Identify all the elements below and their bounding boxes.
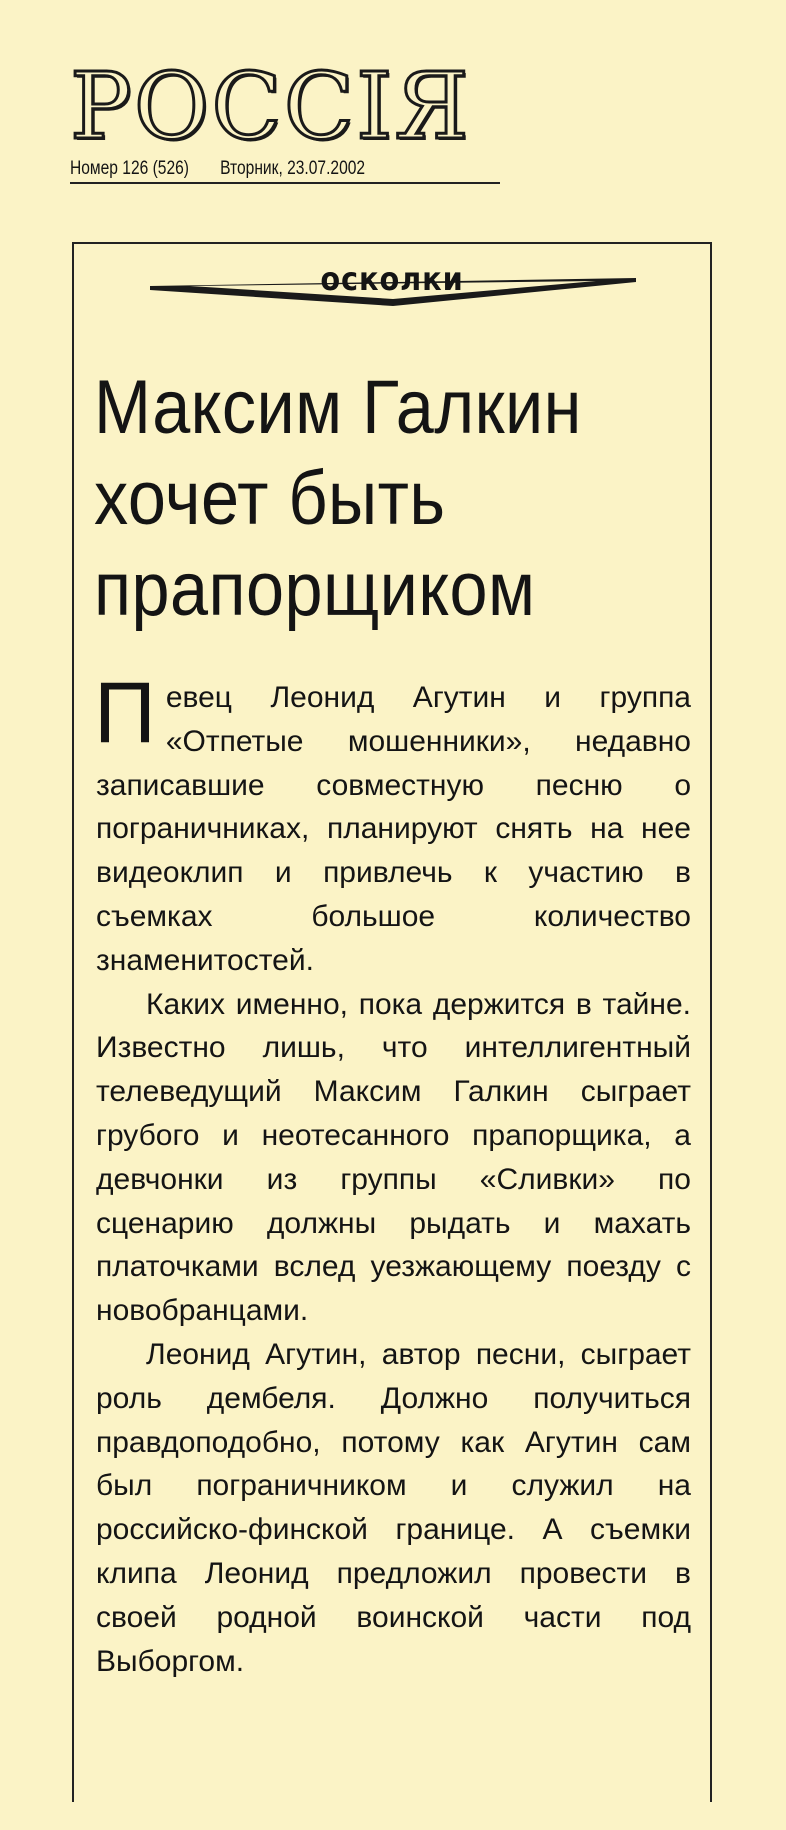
issue-number: Номер 126 (526) bbox=[70, 158, 189, 179]
drop-cap: П bbox=[94, 665, 156, 761]
article-body bbox=[94, 665, 691, 1683]
headline-line: Максим Галкин bbox=[94, 365, 582, 450]
rubric bbox=[74, 258, 710, 328]
paragraph bbox=[96, 1333, 691, 1683]
headline-line: хочет быть bbox=[94, 456, 446, 541]
paragraph-text: евец Леонид Агутин и группа «Отпетые мошенники», недавно записавшие совместную песню о пограничниках, планируют снять на нее видеоклип и привлечь к участию в съемках большое количество знаменитостей. bbox=[96, 681, 691, 977]
issue-date: Вторник, 23.07.2002 bbox=[220, 158, 366, 179]
masthead-rule bbox=[70, 182, 500, 184]
masthead bbox=[70, 53, 490, 180]
rubric-label: осколки bbox=[320, 260, 464, 298]
paragraph-text: Леонид Агутин, автор песни, сыграет роль дембеля. Должно получиться правдоподобно, потому как Агутин сам был пограничником и служил на российско-финской границе. А съемки клипа Леонид предложил провести в своей родной воинской части под Выборгом. bbox=[96, 1337, 691, 1678]
article-frame bbox=[72, 242, 712, 1802]
paragraph bbox=[96, 983, 691, 1333]
headline bbox=[94, 362, 634, 635]
newspaper-logo: РОССIЯ bbox=[70, 53, 471, 160]
paragraph bbox=[94, 665, 691, 983]
issue-line bbox=[70, 158, 414, 180]
headline-line: прапорщиком bbox=[94, 547, 536, 632]
paragraph-text: Каких именно, пока держится в тайне. Известно лишь, что интеллигентный телеведущий Максим Галкин сыграет грубого и неотесанного прапорщика, а девчонки из группы «Сливки» по сценарию должны рыдать и махать платочками вслед уезжающему поезду с новобранцами. bbox=[96, 987, 691, 1328]
